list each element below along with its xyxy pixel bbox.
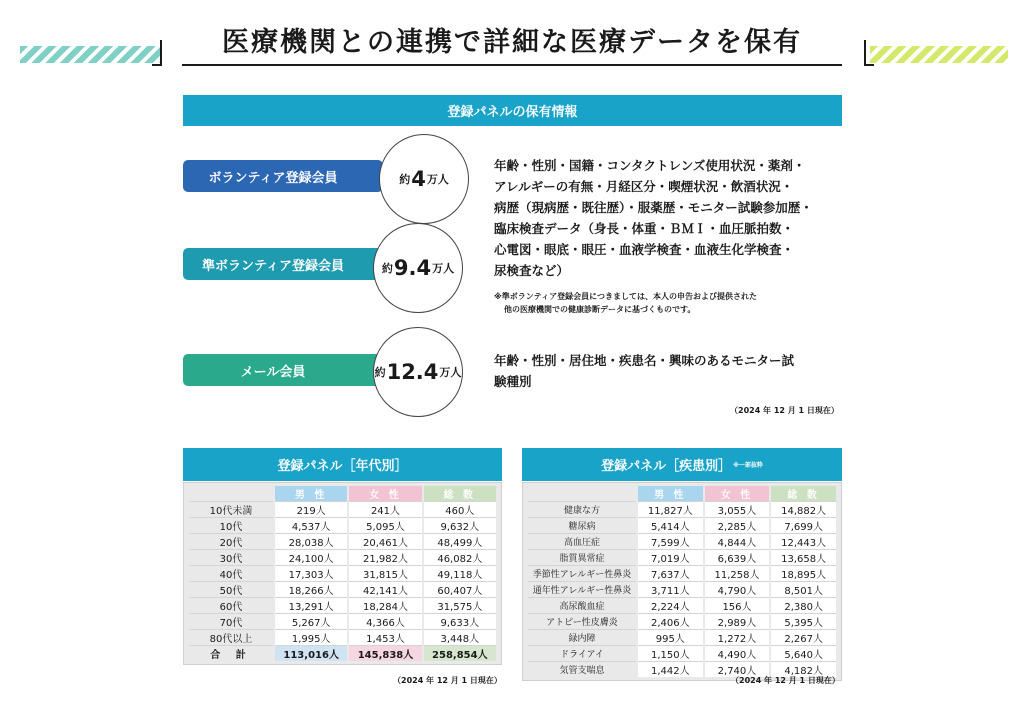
table-row (189, 517, 496, 533)
volunteer-data-description (494, 155, 844, 281)
female-header: 女 性 (705, 486, 770, 501)
semi-volunteer-count-circle (373, 223, 463, 313)
row-label: アトピー性皮膚炎 (528, 613, 636, 629)
table-cell: 9,633人 (424, 613, 496, 629)
row-label: 20代 (189, 533, 273, 549)
table-cell: 2,380人 (771, 597, 836, 613)
table-cell: 460人 (424, 501, 496, 517)
count-number: 9.4 (393, 256, 432, 280)
table-cell: 8,501人 (771, 581, 836, 597)
semi-volunteer-note (494, 290, 844, 316)
note-line: 他の医療機関での健康診断データに基づくものです。 (504, 305, 696, 314)
row-label: 50代 (189, 581, 273, 597)
table-cell: 13,658人 (771, 549, 836, 565)
row-label: 80代以上 (189, 629, 273, 645)
table-cell: 2,989人 (705, 613, 770, 629)
table-cell: 31,815人 (349, 565, 421, 581)
table-cell: 241人 (349, 501, 421, 517)
table-row (528, 581, 836, 597)
table-cell: 28,038人 (275, 533, 347, 549)
table-cell: 12,443人 (771, 533, 836, 549)
sum-label: 合 計 (189, 645, 273, 661)
page-title: 医療機関との連携で詳細な医療データを保有 (222, 27, 802, 58)
disease-table (522, 482, 842, 681)
table-cell: 60,407人 (424, 581, 496, 597)
table-cell: 4,182人 (771, 661, 836, 677)
table-cell: 5,395人 (771, 613, 836, 629)
count-unit: 万人 (439, 366, 462, 379)
blank-header (528, 486, 636, 501)
row-label: 40代 (189, 565, 273, 581)
sum-row (189, 645, 496, 661)
table-cell: 9,632人 (424, 517, 496, 533)
row-label: 健康な方 (528, 501, 636, 517)
description-line: 尿検査など） (494, 263, 570, 278)
table-cell: 3,711人 (638, 581, 703, 597)
table-cell: 7,599人 (638, 533, 703, 549)
row-label: 10代未満 (189, 501, 273, 517)
table-cell: 4,537人 (275, 517, 347, 533)
mail-count-circle (373, 327, 463, 417)
sum-cell: 145,838人 (349, 645, 421, 661)
table-row (528, 533, 836, 549)
table-cell: 7,637人 (638, 565, 703, 581)
table-cell: 156人 (705, 597, 770, 613)
table-row (189, 501, 496, 517)
count-number: 4 (411, 167, 426, 191)
table-cell: 6,639人 (705, 549, 770, 565)
table-cell: 3,448人 (424, 629, 496, 645)
table-cell: 18,895人 (771, 565, 836, 581)
age-table (183, 482, 502, 665)
table-row (189, 549, 496, 565)
table-row (189, 613, 496, 629)
row-label: 70代 (189, 613, 273, 629)
table-cell: 2,740人 (705, 661, 770, 677)
description-line: アレルギーの有無・月経区分・喫煙状況・飲酒状況・ (494, 179, 794, 194)
table-cell: 17,303人 (275, 565, 347, 581)
age-table-title-text: 登録パネル［年代別］ (277, 459, 408, 474)
table-cell: 5,640人 (771, 645, 836, 661)
table-cell: 7,019人 (638, 549, 703, 565)
table-cell: 1,453人 (349, 629, 421, 645)
table-cell: 18,266人 (275, 581, 347, 597)
table-cell: 13,291人 (275, 597, 347, 613)
table-cell: 5,095人 (349, 517, 421, 533)
table-cell: 21,982人 (349, 549, 421, 565)
table-row (528, 565, 836, 581)
table-cell: 11,827人 (638, 501, 703, 517)
disease-table-title-text: 登録パネル［疾患別］ (601, 459, 732, 474)
mail-member-label: メール会員 (240, 364, 306, 380)
table-cell: 4,490人 (705, 645, 770, 661)
decorative-stripe-right (870, 46, 1008, 63)
row-label: ドライアイ (528, 645, 636, 661)
title-underline (182, 64, 842, 66)
row-label: 季節性アレルギー性鼻炎 (528, 565, 636, 581)
table-cell: 14,882人 (771, 501, 836, 517)
table-cell: 5,267人 (275, 613, 347, 629)
semi-volunteer-member-label: 準ボランティア登録会員 (202, 258, 344, 274)
table-cell: 2,406人 (638, 613, 703, 629)
description-line: 臨床検査データ（身長・体重・ＢＭＩ・血圧脈拍数・ (494, 221, 795, 236)
table-cell: 24,100人 (275, 549, 347, 565)
table-cell: 49,118人 (424, 565, 496, 581)
row-label: 通年性アレルギー性鼻炎 (528, 581, 636, 597)
table-row (528, 613, 836, 629)
mail-member-bar (183, 354, 383, 386)
decorative-stripe-left (20, 46, 160, 63)
table-cell: 995人 (638, 629, 703, 645)
blank-header (189, 486, 273, 501)
table-cell: 1,272人 (705, 629, 770, 645)
female-header: 女 性 (349, 486, 421, 501)
table-row (528, 517, 836, 533)
table-cell: 31,575人 (424, 597, 496, 613)
table-cell: 219人 (275, 501, 347, 517)
table-cell: 18,284人 (349, 597, 421, 613)
volunteer-count-circle (379, 134, 469, 224)
row-label: 高血圧症 (528, 533, 636, 549)
volunteer-member-label: ボランティア登録会員 (208, 170, 338, 186)
row-label: 脂質異常症 (528, 549, 636, 565)
disease-table-title-note: ※一部抜粋 (733, 462, 763, 469)
age-table-title (183, 448, 502, 481)
male-header: 男 性 (638, 486, 703, 501)
age-table-as-of: （2024 年 12 月 1 日現在） (393, 676, 502, 685)
table-cell: 11,258人 (705, 565, 770, 581)
semi-volunteer-member-bar (183, 248, 383, 280)
as-of-date: （2024 年 12 月 1 日現在） (730, 406, 839, 415)
description-line: 年齢・性別・居住地・疾患名・興味のあるモニター試 (494, 353, 795, 368)
row-label: 緑内障 (528, 629, 636, 645)
section-header: 登録パネルの保有情報 (183, 95, 842, 126)
table-row (528, 549, 836, 565)
note-line: ※準ボランティア登録会員につきましては、本人の申告および提供された (494, 292, 757, 301)
count-prefix: 約 (374, 366, 386, 379)
table-row (528, 501, 836, 517)
count-unit: 万人 (426, 173, 449, 186)
count-prefix: 約 (381, 262, 393, 275)
table-cell: 46,082人 (424, 549, 496, 565)
total-header: 総 数 (424, 486, 496, 501)
table-cell: 1,150人 (638, 645, 703, 661)
mail-data-description (494, 350, 844, 392)
count-unit: 万人 (432, 262, 455, 275)
table-cell: 7,699人 (771, 517, 836, 533)
table-cell: 5,414人 (638, 517, 703, 533)
table-cell: 48,499人 (424, 533, 496, 549)
table-row (189, 581, 496, 597)
table-cell: 42,141人 (349, 581, 421, 597)
row-label: 10代 (189, 517, 273, 533)
table-row (189, 597, 496, 613)
count-prefix: 約 (399, 173, 411, 186)
disease-table-title (522, 448, 842, 481)
description-line: 年齢・性別・国籍・コンタクトレンズ使用状況・薬剤・ (494, 158, 806, 173)
row-label: 気管支喘息 (528, 661, 636, 677)
table-cell: 2,267人 (771, 629, 836, 645)
total-header: 総 数 (771, 486, 836, 501)
table-cell: 3,055人 (705, 501, 770, 517)
table-row (528, 629, 836, 645)
table-cell: 1,442人 (638, 661, 703, 677)
description-line: 心電図・眼底・眼圧・血液学検査・血液生化学検査・ (494, 242, 795, 257)
row-label: 60代 (189, 597, 273, 613)
row-label: 糖尿病 (528, 517, 636, 533)
table-row (528, 597, 836, 613)
sum-cell: 258,854人 (424, 645, 496, 661)
count-number: 12.4 (386, 360, 439, 384)
table-cell: 4,366人 (349, 613, 421, 629)
male-header: 男 性 (275, 486, 347, 501)
sum-cell: 113,016人 (275, 645, 347, 661)
table-cell: 1,995人 (275, 629, 347, 645)
disease-table-as-of: （2024 年 12 月 1 日現在） (731, 676, 840, 685)
title-bracket-left (152, 40, 162, 66)
row-label: 高尿酸血症 (528, 597, 636, 613)
table-row (189, 533, 496, 549)
table-cell: 20,461人 (349, 533, 421, 549)
row-label: 30代 (189, 549, 273, 565)
table-row (189, 629, 496, 645)
table-cell: 4,844人 (705, 533, 770, 549)
description-line: 病歴（現病歴・既往歴）・服薬歴・モニター試験参加歴・ (494, 200, 813, 215)
table-row (189, 565, 496, 581)
volunteer-member-bar (183, 160, 383, 192)
description-line: 験種別 (494, 374, 532, 389)
table-cell: 2,285人 (705, 517, 770, 533)
table-cell: 4,790人 (705, 581, 770, 597)
table-cell: 2,224人 (638, 597, 703, 613)
table-row (528, 645, 836, 661)
